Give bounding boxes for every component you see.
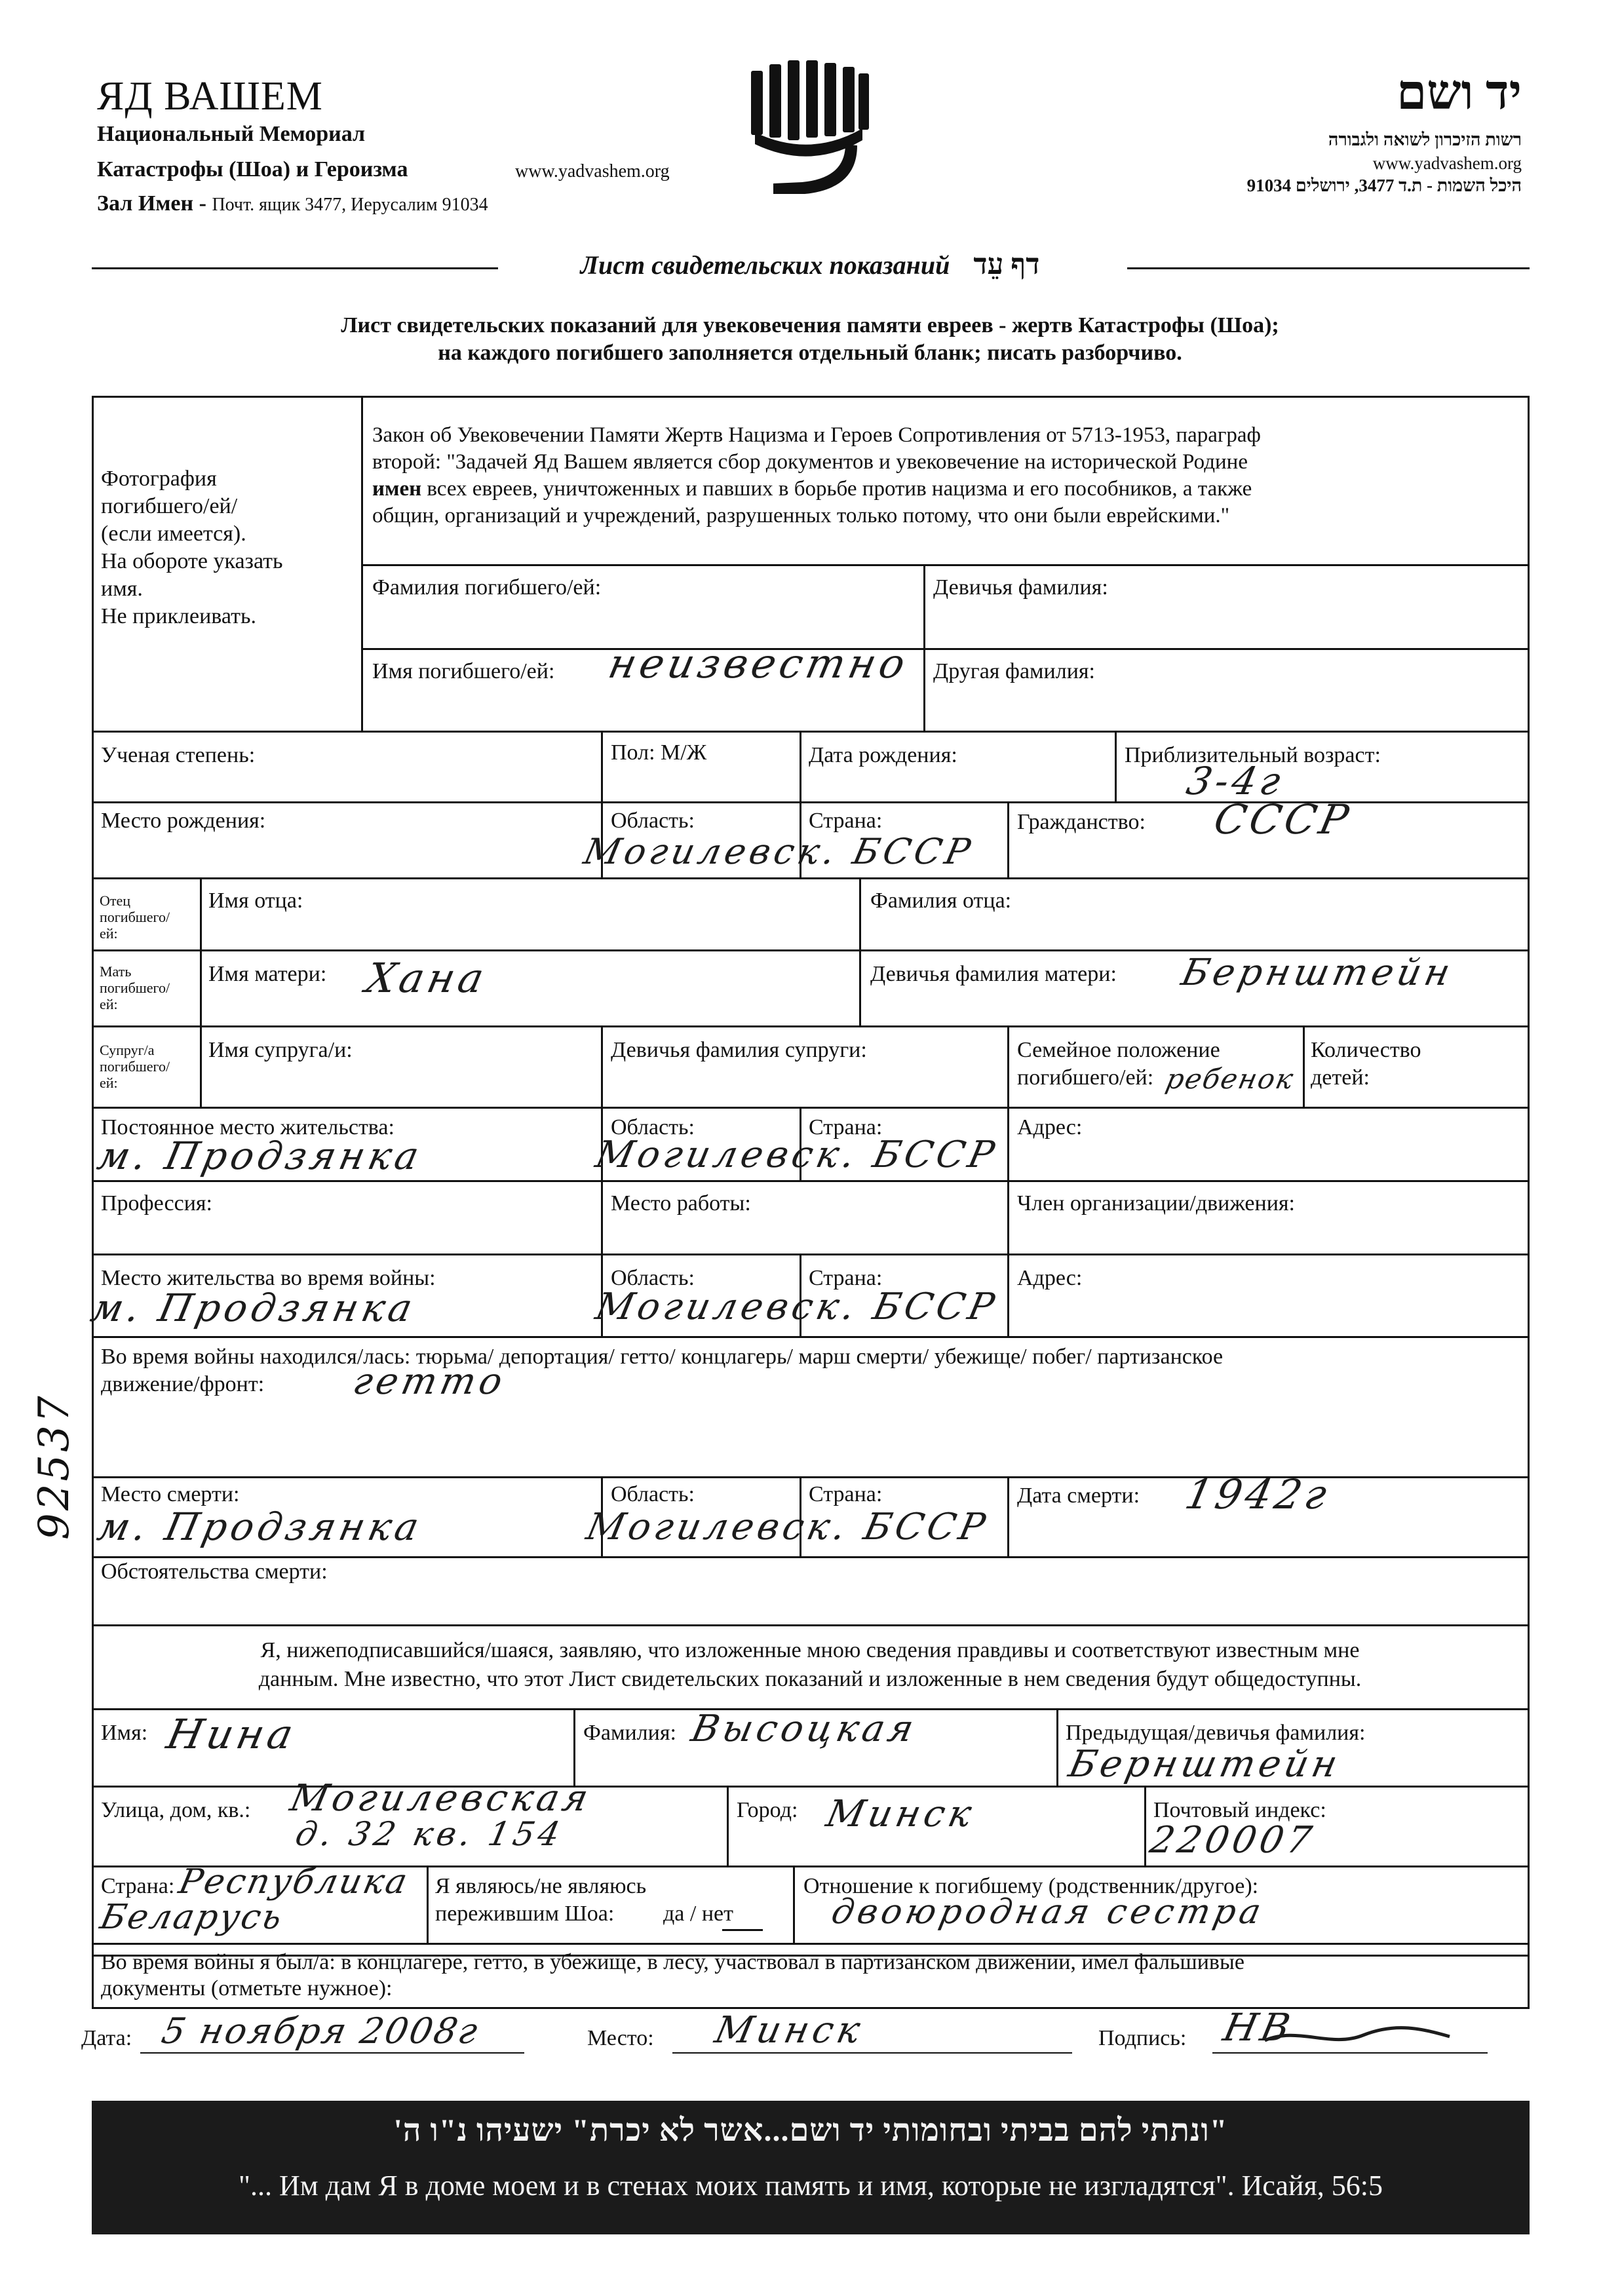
spouse-side-label-1: Супруг/а xyxy=(100,1042,155,1058)
org-name-ru: ЯД ВАШЕМ xyxy=(97,74,323,119)
marital-value: ребенок xyxy=(1163,1063,1298,1095)
survivor-no-underline xyxy=(722,1929,763,1931)
residence-address-field[interactable] xyxy=(1007,1107,1530,1182)
father-side-label-1: Отец xyxy=(100,892,131,909)
address-he: היכל השמות - ת.ד 3477, ירושלים 91034 xyxy=(1246,176,1522,195)
death-place-value: м. Продзянка xyxy=(93,1504,427,1549)
war-address-label: Адрес: xyxy=(1017,1266,1083,1290)
mother-side-label-3: ей: xyxy=(100,996,118,1012)
spouse-side-label-3: ей: xyxy=(100,1075,118,1091)
photo-line-1: Фотография xyxy=(101,467,217,491)
mother-maiden-label: Девичья фамилия матери: xyxy=(870,962,1117,986)
relation-label: Отношение к погибшему (родственник/другое): xyxy=(803,1874,1259,1898)
photo-line-2: погибшего/ей/ xyxy=(101,494,238,518)
sex-label: Пол: М/Ж xyxy=(611,740,707,765)
marital-label-1: Семейное положение xyxy=(1017,1038,1220,1062)
children-label-2: детей: xyxy=(1311,1065,1370,1090)
form-title-ru: Лист свидетельских показаний xyxy=(580,250,950,280)
submitter-zip-value: 220007 xyxy=(1146,1819,1319,1862)
death-date-value: 1942г xyxy=(1181,1470,1335,1518)
workplace-label: Место работы: xyxy=(611,1191,751,1215)
citizenship-value: СССР xyxy=(1210,795,1357,843)
age-label: Приблизительный возраст: xyxy=(1125,743,1381,767)
war-region-country-value: Могилевск. БССР xyxy=(592,1286,1002,1328)
submitter-country-value-2: Беларусь xyxy=(96,1898,288,1937)
hall-of-names xyxy=(97,191,488,216)
intro-line-1: Лист свидетельских показаний для увековечения памяти евреев - жертв Катастрофы (Шоа); xyxy=(341,313,1279,337)
victim-first-name-value: неизвестно xyxy=(604,640,914,687)
war-region-label: Область: xyxy=(611,1266,695,1290)
signature-place-label: Место: xyxy=(587,2026,654,2050)
submitter-city-value: Минск xyxy=(822,1793,980,1835)
war-country-label: Страна: xyxy=(809,1266,883,1290)
hall-address: Почт. ящик 3477, Иерусалим 91034 xyxy=(212,195,488,215)
survivor-label-2: пережившим Шоа: xyxy=(435,1902,615,1926)
declaration-line-2: данным. Мне известно, что этот Лист свидетельских показаний и изложенные в нем сведения будут общедоступны. xyxy=(258,1667,1362,1691)
submitter-street-label: Улица, дом, кв.: xyxy=(101,1798,251,1822)
membership-label: Член организации/движения: xyxy=(1017,1191,1295,1215)
archive-number: 92537 xyxy=(30,1393,79,1540)
submitter-street-value-2: д. 32 кв. 154 xyxy=(292,1815,568,1853)
org-subtitle-2: Катастрофы (Шоа) и Героизма xyxy=(97,157,408,182)
photo-line-4: На обороте указать xyxy=(101,549,283,573)
mother-name-label: Имя матери: xyxy=(208,962,327,986)
father-side-label-2: погибшего/ xyxy=(100,909,170,925)
law-names-bold: имен xyxy=(372,477,422,501)
law-line-2: второй: "Задачей Яд Вашем является сбор документов и увековечение на исторической Родине xyxy=(372,450,1248,474)
submitter-name-label: Имя: xyxy=(101,1721,148,1745)
signature-date-label: Дата: xyxy=(81,2026,132,2050)
footer-quote-he: "ונתתי להם בביתי ובחומותי יד ושם...אשר לא יכרת" ישעיהו נ"ו ה' xyxy=(393,2113,1228,2148)
submitter-surname-value: Высоцкая xyxy=(687,1708,921,1750)
org-subtitle-he: רשות הזיכרון לשואה ולגבורה xyxy=(1328,130,1522,149)
signature-label: Подпись: xyxy=(1098,2026,1187,2050)
marital-label-2: погибшего/ей: xyxy=(1017,1065,1154,1090)
submitter-zip-label: Почтовый индекс: xyxy=(1153,1798,1326,1822)
father-surname-label: Фамилия отца: xyxy=(870,889,1012,913)
birth-region-label: Область: xyxy=(611,809,695,833)
death-region-label: Область: xyxy=(611,1482,695,1506)
degree-label: Ученая степень: xyxy=(101,743,256,767)
submitter-wartime-label-2: документы (отметьте нужное): xyxy=(101,1976,393,2000)
signature-date-value: 5 ноября 2008г xyxy=(158,2010,484,2052)
death-country-label: Страна: xyxy=(809,1482,883,1506)
relation-value: двоюродная сестра xyxy=(828,1892,1269,1932)
residence-region-label: Область: xyxy=(611,1115,695,1139)
org-subtitle-1: Национальный Мемориал xyxy=(97,122,366,146)
place-underline xyxy=(672,2052,1072,2054)
date-underline xyxy=(140,2052,524,2054)
signature-place-value: Минск xyxy=(711,2009,868,2052)
spouse-side-label-2: погибшего/ xyxy=(100,1058,170,1075)
residence-country-label: Страна: xyxy=(809,1115,883,1139)
mother-side-label-2: погибшего/ xyxy=(100,980,170,996)
spouse-maiden-label: Девичья фамилия супруги: xyxy=(611,1038,867,1062)
footer-quote-ru: "... Им дам Я в доме моем и в стенах моих память и имя, которые не изгладятся". Исайя, 56:5 xyxy=(239,2170,1383,2202)
form-title xyxy=(0,248,1620,281)
signature-value: НВ xyxy=(1219,2005,1298,2050)
website-right: www.yadvashem.org xyxy=(1372,153,1522,173)
residence-address-label: Адрес: xyxy=(1017,1115,1083,1139)
children-label-1: Количество xyxy=(1311,1038,1421,1062)
age-value: 3-4г xyxy=(1182,759,1288,803)
photo-line-3: (если имеется). xyxy=(101,522,246,546)
hall-label: Зал Имен - xyxy=(97,191,206,216)
residence-label: Постоянное место жительства: xyxy=(101,1115,395,1139)
war-status-label-2: движение/фронт: xyxy=(101,1372,265,1396)
org-name-he: יד ושם xyxy=(1397,66,1522,120)
death-date-label: Дата смерти: xyxy=(1017,1483,1140,1508)
dob-label: Дата рождения: xyxy=(809,743,957,767)
death-place-label: Место смерти: xyxy=(101,1482,240,1506)
residence-region-country-value: Могилевск. БССР xyxy=(592,1134,1002,1176)
mother-side-label-1: Мать xyxy=(100,963,132,980)
law-line-3 xyxy=(372,476,1252,503)
war-residence-value: м. Продзянка xyxy=(87,1286,421,1330)
survivor-label-1: Я являюсь/не являюсь xyxy=(435,1874,647,1898)
footer-banner xyxy=(92,2101,1530,2234)
survivor-options[interactable]: да / нет xyxy=(663,1902,733,1926)
mother-name-field[interactable] xyxy=(200,949,861,1027)
submitter-surname-label: Фамилия: xyxy=(583,1721,676,1745)
intro-line-2: на каждого погибшего заполняется отдельный бланк; писать разборчиво. xyxy=(438,341,1182,365)
submitter-name-value: Нина xyxy=(163,1710,301,1758)
law-line-4: общин, организаций и учреждений, разрушенных только потому, что они были еврейскими." xyxy=(372,504,1230,527)
birth-region-country-value: Могилевск. БССР xyxy=(580,831,978,872)
submitter-prev-surname-value: Бернштейн xyxy=(1065,1743,1345,1786)
war-status-label-1: Во время войны находился/лась: тюрьма/ депортация/ гетто/ концлагерь/ марш смерти/ убежище/ побег/ партизанское xyxy=(101,1345,1224,1369)
mother-name-value: Хана xyxy=(362,954,492,1002)
war-status-value: гетто xyxy=(349,1360,511,1403)
death-region-country-value: Могилевск. БССР xyxy=(583,1506,993,1548)
residence-value: м. Продзянка xyxy=(93,1134,427,1178)
submitter-country-label: Страна: xyxy=(101,1874,175,1898)
signature-stroke-icon xyxy=(1258,2021,1455,2054)
victim-other-surname-label: Другая фамилия: xyxy=(933,659,1095,683)
father-name-label: Имя отца: xyxy=(208,889,303,913)
submitter-city-label: Город: xyxy=(737,1798,798,1822)
website-left: www.yadvashem.org xyxy=(515,161,670,182)
profession-label: Профессия: xyxy=(101,1191,212,1215)
victim-surname-label: Фамилия погибшего/ей: xyxy=(372,575,602,600)
mother-maiden-value: Бернштейн xyxy=(1178,951,1458,994)
submitter-country-value-1: Республика xyxy=(175,1862,413,1902)
war-residence-label: Место жительства во время войны: xyxy=(101,1266,436,1290)
victim-first-name-label: Имя погибшего/ей: xyxy=(372,659,555,683)
law-line-3-rest: всех евреев, уничтоженных и павших в борьбе против нацизма и его пособников, а также xyxy=(421,477,1252,501)
menorah-logo-icon xyxy=(747,60,873,199)
submitter-prev-surname-label: Предыдущая/девичья фамилия: xyxy=(1066,1721,1366,1745)
law-line-1: Закон об Увековечении Памяти Жертв Нацизма и Героев Сопротивления от 5713-1953, параграф xyxy=(372,423,1261,447)
submitter-street-value-1: Могилевская xyxy=(286,1777,596,1820)
birth-country-label: Страна: xyxy=(809,809,883,833)
sign-underline xyxy=(1212,2052,1488,2054)
submitter-wartime-label-1: Во время войны я был/а: в концлагере, гетто, в убежище, в лесу, участвовал в партизанском движении, имел фальшивые xyxy=(101,1950,1244,1974)
form-title-he: דף עֵד xyxy=(973,248,1040,280)
war-address-field[interactable] xyxy=(1007,1253,1530,1338)
birthplace-label: Место рождения: xyxy=(101,809,266,833)
citizenship-label: Гражданство: xyxy=(1017,810,1146,834)
father-side-label-3: ей: xyxy=(100,925,118,942)
victim-maiden-label: Девичья фамилия: xyxy=(933,575,1108,600)
photo-line-6: Не приклеивать. xyxy=(101,604,256,628)
photo-line-5: имя. xyxy=(101,577,143,601)
death-circumstances-label: Обстоятельства смерти: xyxy=(101,1559,328,1584)
spouse-name-label: Имя супруга/и: xyxy=(208,1038,353,1062)
declaration-line-1: Я, нижеподписавшийся/шаяся, заявляю, что изложенные мною сведения правдивы и соответствуют известным мне xyxy=(260,1638,1360,1662)
